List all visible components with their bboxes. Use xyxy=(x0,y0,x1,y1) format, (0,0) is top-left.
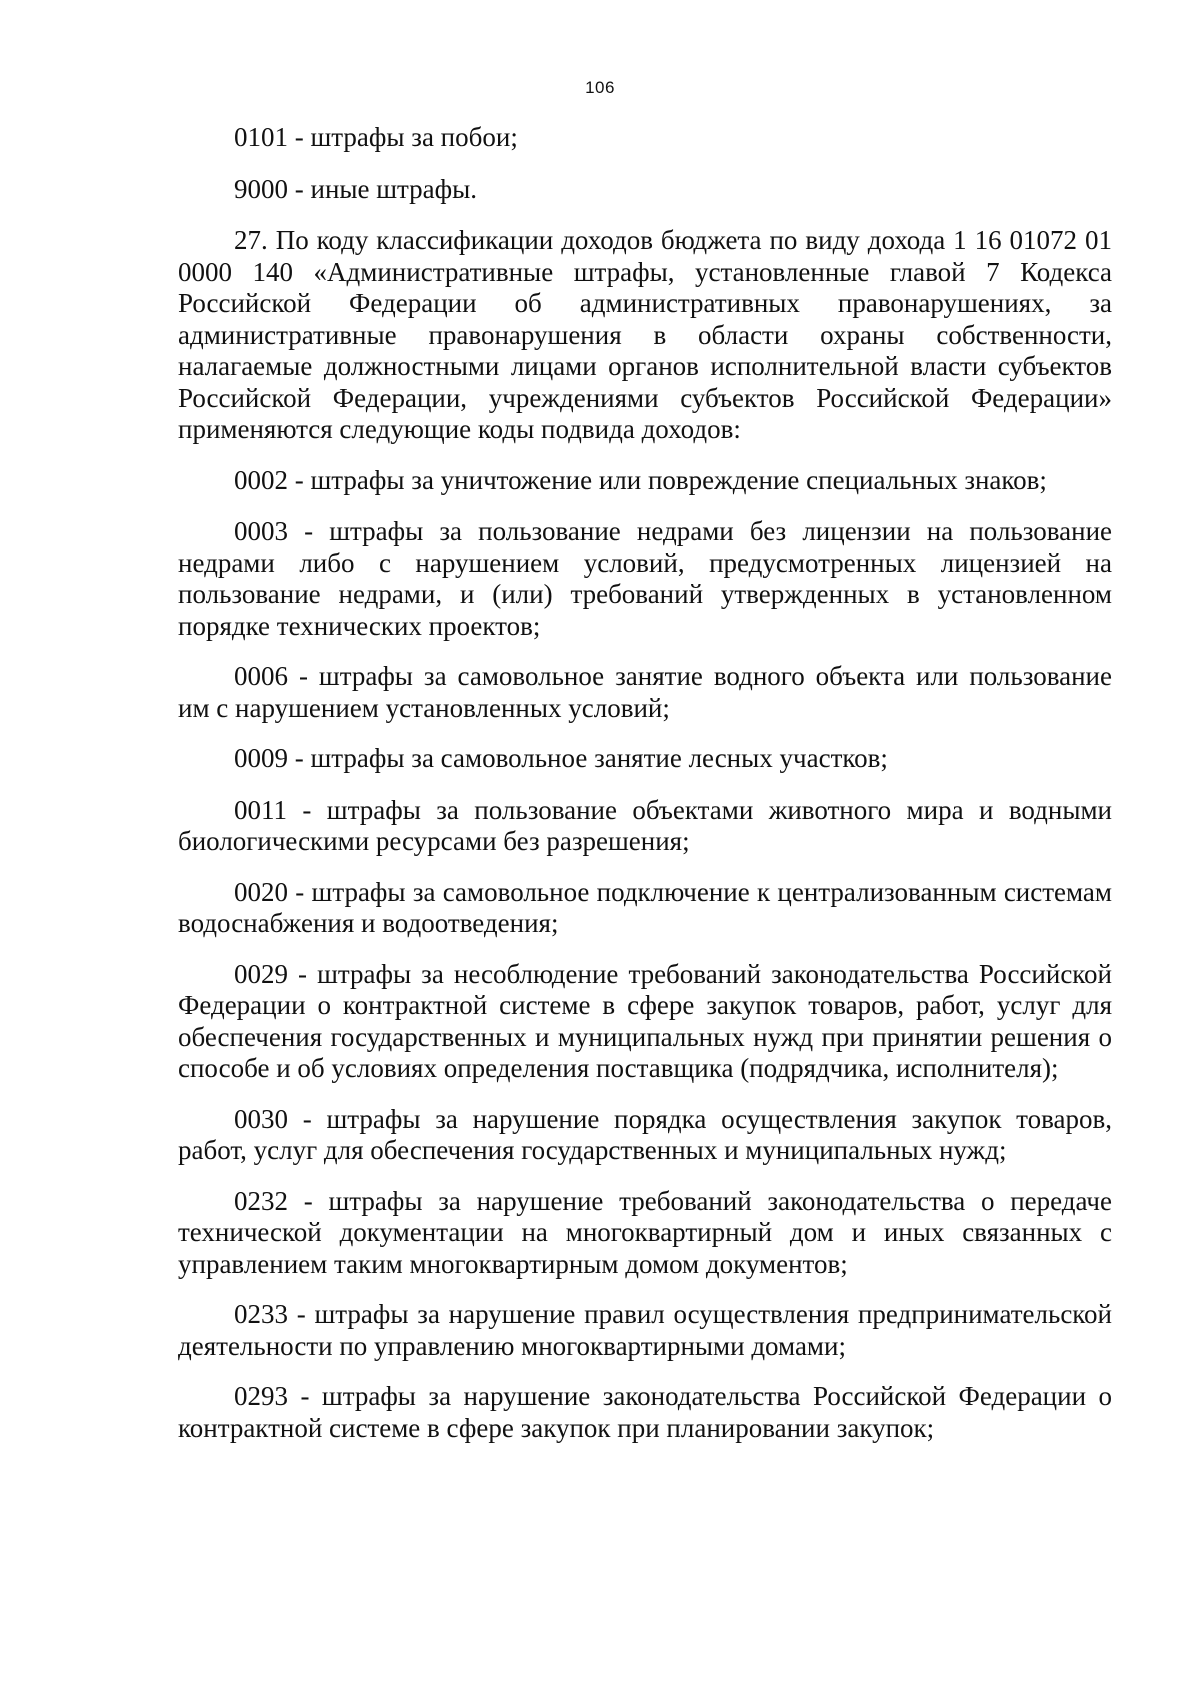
paragraph-code-0293: 0293 - штрафы за нарушение законодательства Российской Федерации о контрактной системе в сфере закупок при планировании закупок; xyxy=(178,1381,1112,1443)
paragraph-code-0029: 0029 - штрафы за несоблюдение требований законодательства Российской Федерации о контрактной системе в сфере закупок товаров, работ, услуг для обеспечения государственных и муниципальных нужд при принятии решения о способе и об условиях определения поставщика (подрядчика, исполнителя); xyxy=(178,958,1112,1083)
paragraph-code-0101: 0101 - штрафы за побои; xyxy=(234,122,518,152)
paragraph-code-0030: 0030 - штрафы за нарушение порядка осуществления закупок товаров, работ, услуг для обеспечения государственных и муниципальных нужд; xyxy=(178,1103,1112,1165)
paragraph-code-0232: 0232 - штрафы за нарушение требований законодательства о передаче технической документации на многоквартирный дом и иных связанных с управлением таким многоквартирным домом документов; xyxy=(178,1185,1112,1279)
paragraph-code-0011: 0011 - штрафы за пользование объектами животного мира и водными биологическими ресурсами без разрешения; xyxy=(178,794,1112,856)
paragraph-code-9000: 9000 - иные штрафы. xyxy=(234,173,478,204)
page-number: 106 xyxy=(585,78,615,97)
paragraph-code-0006: 0006 - штрафы за самовольное занятие водного объекта или пользование им с нарушением установленных условий; xyxy=(178,661,1112,723)
paragraph-item-27: 27. По коду классификации доходов бюджета по виду дохода 1 16 01072 01 0000 140 «Административные штрафы, установленные главой 7 Кодекса Российской Федерации об административных правонарушениях, за административные правонарушения в области охраны собственности, налагаемые должностными лицами органов исполнительной власти субъектов Российской Федерации, учреждениями субъектов Российской Федерации» применяются следующие коды подвида доходов: xyxy=(178,225,1112,444)
paragraph-code-0020: 0020 - штрафы за самовольное подключение к централизованным системам водоснабжения и водоотведения; xyxy=(178,876,1112,938)
paragraph-code-0002: 0002 - штрафы за уничтожение или повреждение специальных знаков; xyxy=(234,464,1047,495)
paragraph-code-0009: 0009 - штрафы за самовольное занятие лесных участков; xyxy=(234,743,888,773)
document-body xyxy=(178,122,1112,1463)
paragraph-code-0233: 0233 - штрафы за нарушение правил осуществления предпринимательской деятельности по управлению многоквартирными домами; xyxy=(178,1299,1112,1361)
paragraph-code-0003: 0003 - штрафы за пользование недрами без лицензии на пользование недрами либо с нарушением условий, предусмотренных лицензией на пользование недрами, и (или) требований утвержденных в установленном порядке технических проектов; xyxy=(178,516,1112,641)
